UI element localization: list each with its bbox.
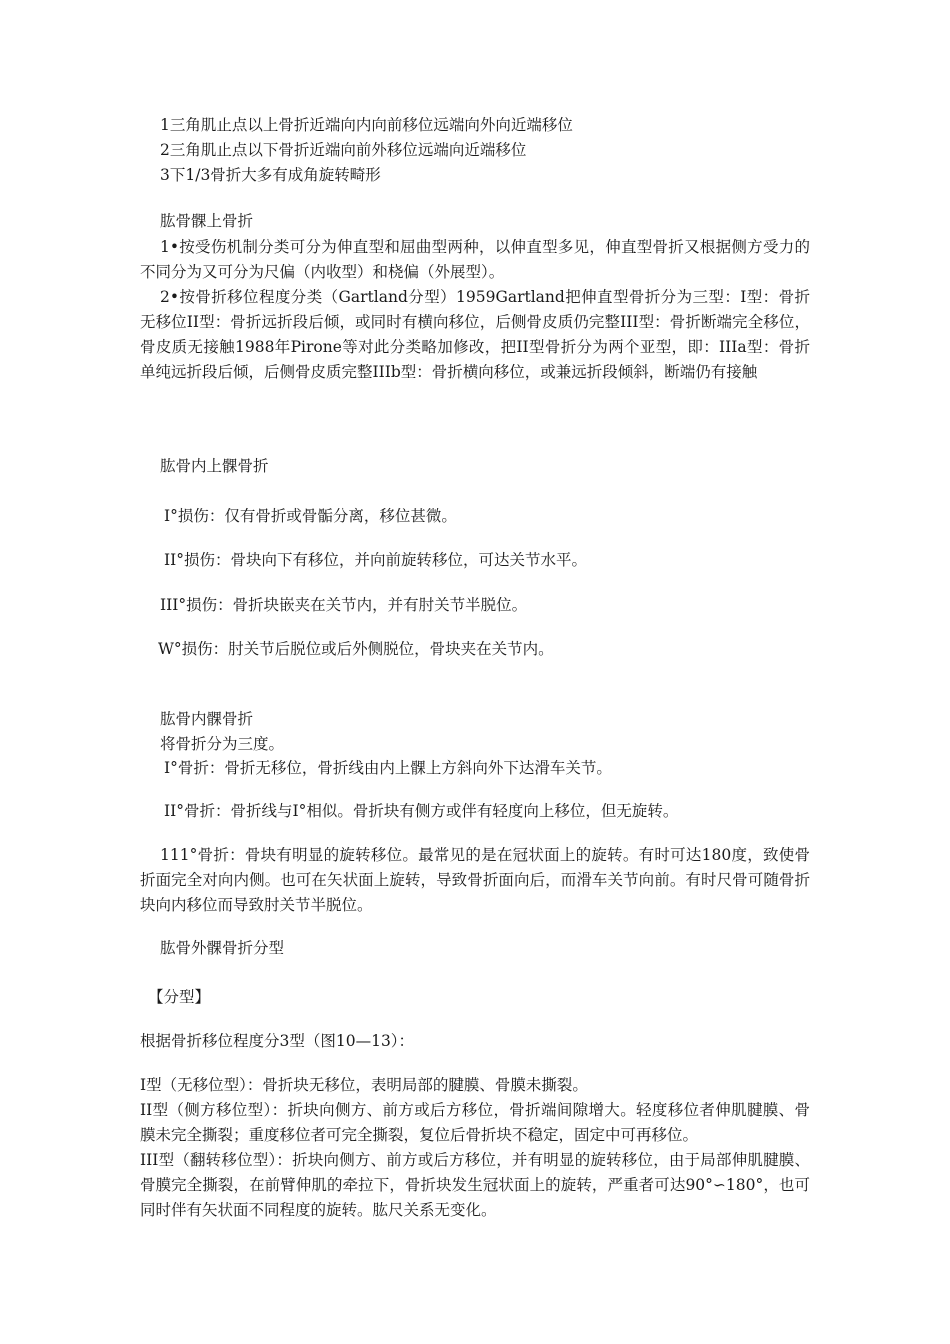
classification-heading: 【分型】 <box>148 988 211 1006</box>
medial-condyle-grade-3-paragraph: 111°骨折：骨块有明显的旋转移位。最常见的是在冠状面上的旋转。有时可达180度，致使骨折面完全对向内侧。也可在矢状面上旋转，导致骨折面向后，而滑车关节向前。有时尺骨可随骨折块向内移位而导致肘关节半脱位。 <box>140 846 810 914</box>
lateral-condyle-type-3: III型（翻转移位型）：折块向侧方、前方或后方移位，并有明显的旋转移位，由于局部伸肌腱膜、骨膜完全撕裂，在前臂伸肌的牵拉下，骨折块发生冠状面上的旋转，严重者可达90°∽180°，也可同时伴有矢状面不同程度的旋转。肱尺关系无变化。 <box>140 1151 810 1219</box>
shaft-item-1: 1三角肌止点以上骨折近端向内向前移位远端向外向近端移位 <box>160 116 573 134</box>
supracondylar-title: 肱骨髁上骨折 <box>160 212 254 230</box>
shaft-item-2: 2三角肌止点以下骨折近端向前外移位远端向近端移位 <box>160 141 527 159</box>
lateral-condyle-title: 肱骨外髁骨折分型 <box>160 939 285 957</box>
medial-epicondyle-grade-2: ⅠⅠ°损伤：骨块向下有移位，并向前旋转移位，可达关节水平。 <box>164 551 587 569</box>
medial-epicondyle-grade-4: W°损伤：肘关节后脱位或后外侧脱位，骨块夹在关节内。 <box>158 640 554 658</box>
classification-lead: 根据骨折移位程度分3型（图10—13）： <box>140 1032 415 1050</box>
medial-condyle-grade-1: Ⅰ°骨折：骨折无移位，骨折线由内上髁上方斜向外下达滑车关节。 <box>164 759 612 777</box>
medial-condyle-intro: 将骨折分为三度。 <box>160 735 285 753</box>
lateral-condyle-type-2: II型（侧方移位型）：折块向侧方、前方或后方移位，骨折端间隙增大。轻度移位者伸肌腱膜、骨膜未完全撕裂；重度移位者可完全撕裂，复位后骨折块不稳定，固定中可再移位。 <box>140 1101 810 1144</box>
medial-epicondyle-grade-3: ⅠⅠⅠ°损伤：骨折块嵌夹在关节内，并有肘关节半脱位。 <box>160 596 528 614</box>
medial-epicondyle-title: 肱骨内上髁骨折 <box>160 457 269 475</box>
supracondylar-mechanism-paragraph: 1•按受伤机制分类可分为伸直型和屈曲型两种，以伸直型多见，伸直型骨折又根据侧方受力的不同分为又可分为尺偏（内收型）和桡偏（外展型）。 <box>140 238 810 281</box>
medial-condyle-title: 肱骨内髁骨折 <box>160 710 254 728</box>
medial-epicondyle-grade-1: Ⅰ°损伤：仅有骨折或骨骺分离，移位甚微。 <box>164 507 457 525</box>
lateral-condyle-type-1: I型（无移位型）：骨折块无移位，表明局部的腱膜、骨膜未撕裂。 <box>140 1076 588 1094</box>
supracondylar-gartland-paragraph: 2•按骨折移位程度分类（Gartland分型）1959Gartland把伸直型骨折分为三型：I型：骨折无移位II型：骨折远折段后倾，或同时有横向移位，后侧骨皮质仍完整III型：骨折断端完全移位，骨皮质无接触1988年Pirone等对此分类略加修改，把II型骨折分为两个亚型，即：IIIa型：骨折单纯远折段后倾，后侧骨皮质完整IIIb型：骨折横向移位，或兼远折段倾斜，断端仍有接触 <box>140 288 810 381</box>
shaft-item-3: 3下1/3骨折大多有成角旋转畸形 <box>160 166 381 184</box>
medial-condyle-grade-2: ⅠⅠ°骨折：骨折线与Ⅰ°相似。骨折块有侧方或伴有轻度向上移位，但无旋转。 <box>164 802 679 820</box>
